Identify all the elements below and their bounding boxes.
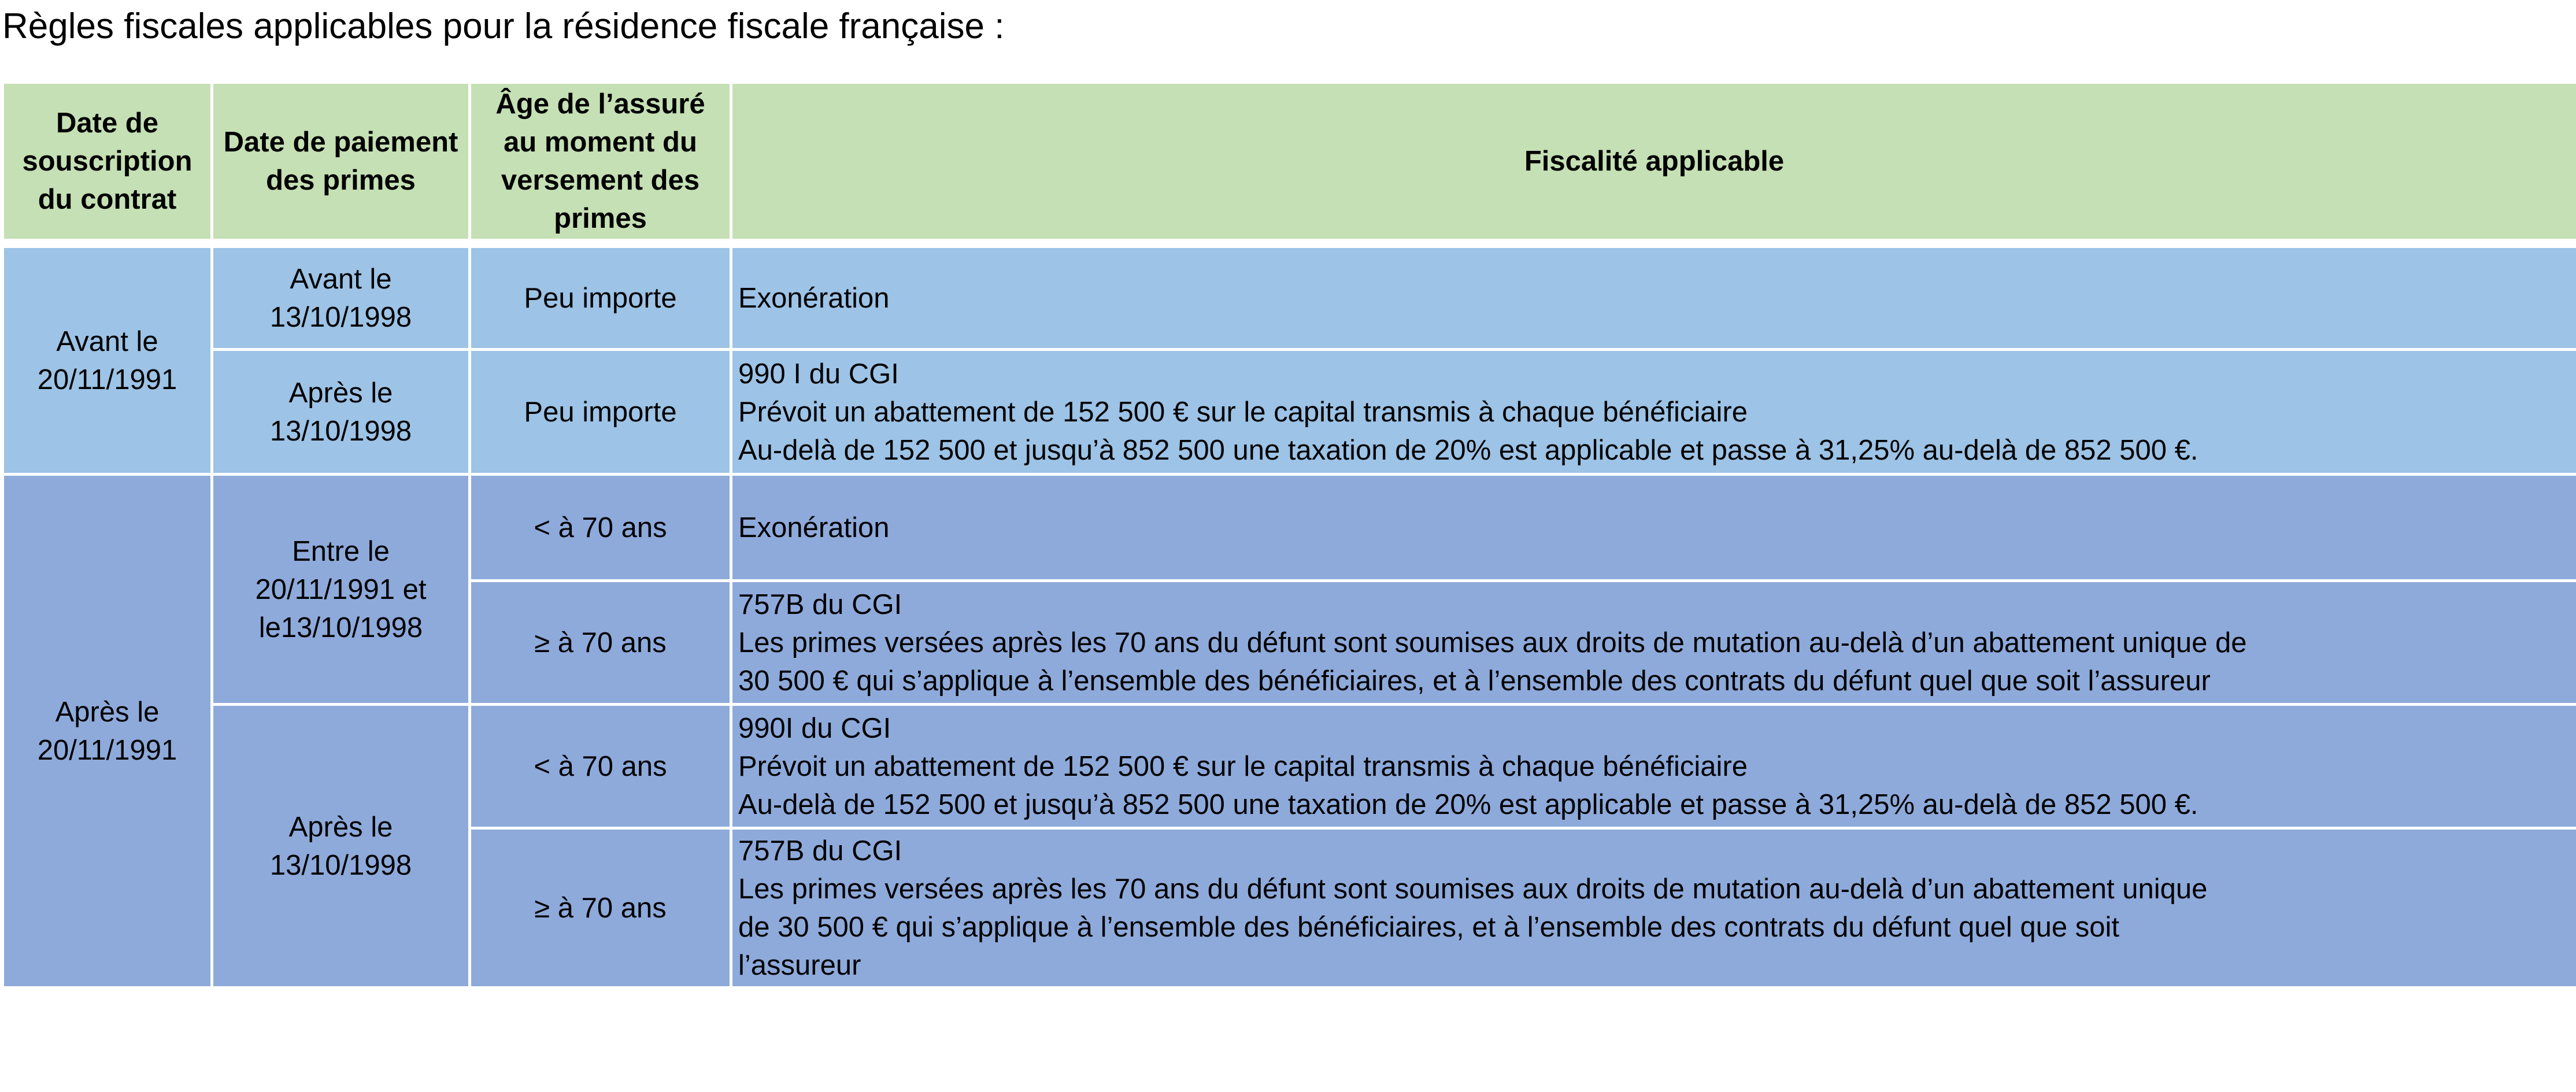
taxation-line: Les primes versées après les 70 ans du défunt sont soumises aux droits de mutation au-delà d’un abattement unique de: [738, 627, 2247, 658]
taxation-cell: [731, 247, 2576, 350]
header-subscription-date: Date de souscription du contrat: [3, 83, 212, 240]
taxation-line: Prévoit un abattement de 152 500 € sur le capital transmis à chaque bénéficiaire: [738, 750, 1748, 782]
taxation-cell: [731, 475, 2576, 581]
taxation-cell: [731, 828, 2576, 988]
insured-age-cell: < à 70 ans: [470, 475, 731, 581]
taxation-cell: [731, 350, 2576, 475]
taxation-line: 757B du CGI: [738, 588, 902, 620]
tax-rules-table: [1, 81, 2576, 989]
payment-date-cell: Après le 13/10/1998: [212, 705, 470, 988]
insured-age-cell: Peu importe: [470, 350, 731, 475]
insured-age-cell: Peu importe: [470, 247, 731, 350]
taxation-line: Les primes versées après les 70 ans du défunt sont soumises aux droits de mutation au-delà d’un abattement unique: [738, 873, 2208, 905]
taxation-line: 990 I du CGI: [738, 358, 899, 390]
taxation-line: 30 500 € qui s’applique à l’ensemble des bénéficiaires, et à l’ensemble des contrats du défunt quel que soit l’assureur: [738, 665, 2211, 697]
page-title: Règles fiscales applicables pour la résidence fiscale française :: [2, 6, 1005, 46]
table-row: [3, 350, 2576, 475]
payment-date-cell: Après le 13/10/1998: [212, 350, 470, 475]
taxation-line: Exonération: [738, 282, 890, 314]
table-row: [3, 475, 2576, 581]
header-row: [3, 83, 2576, 240]
insured-age-cell: ≥ à 70 ans: [470, 581, 731, 705]
header-taxation: Fiscalité applicable: [731, 83, 2576, 240]
taxation-line: Prévoit un abattement de 152 500 € sur le capital transmis à chaque bénéficiaire: [738, 396, 1748, 428]
payment-date-cell: Entre le 20/11/1991 et le13/10/1998: [212, 475, 470, 705]
taxation-line: 757B du CGI: [738, 835, 902, 867]
header-insured-age: Âge de l’assuré au moment du versement des primes: [470, 83, 731, 240]
payment-date-cell: Avant le 13/10/1998: [212, 247, 470, 350]
taxation-line: Au-delà de 152 500 et jusqu’à 852 500 une taxation de 20% est applicable et passe à 31,25% au-delà de 852 500 €.: [738, 434, 2199, 466]
header-payment-date: Date de paiement des primes: [212, 83, 470, 240]
taxation-cell: [731, 705, 2576, 828]
taxation-cell: [731, 581, 2576, 705]
insured-age-cell: ≥ à 70 ans: [470, 828, 731, 988]
taxation-line: Au-delà de 152 500 et jusqu’à 852 500 une taxation de 20% est applicable et passe à 31,25% au-delà de 852 500 €.: [738, 789, 2199, 820]
taxation-line: l’assureur: [738, 949, 861, 981]
subscription-date-cell: Après le 20/11/1991: [3, 475, 212, 988]
subscription-date-cell: Avant le 20/11/1991: [3, 247, 212, 475]
table-row: [3, 247, 2576, 350]
taxation-line: de 30 500 € qui s’applique à l’ensemble des bénéficiaires, et à l’ensemble des contrats du défunt quel que soit: [738, 911, 2119, 943]
taxation-line: 990I du CGI: [738, 712, 891, 744]
header-spacer: [3, 240, 2576, 247]
insured-age-cell: < à 70 ans: [470, 705, 731, 828]
taxation-line: Exonération: [738, 512, 890, 543]
table-row: [3, 705, 2576, 828]
